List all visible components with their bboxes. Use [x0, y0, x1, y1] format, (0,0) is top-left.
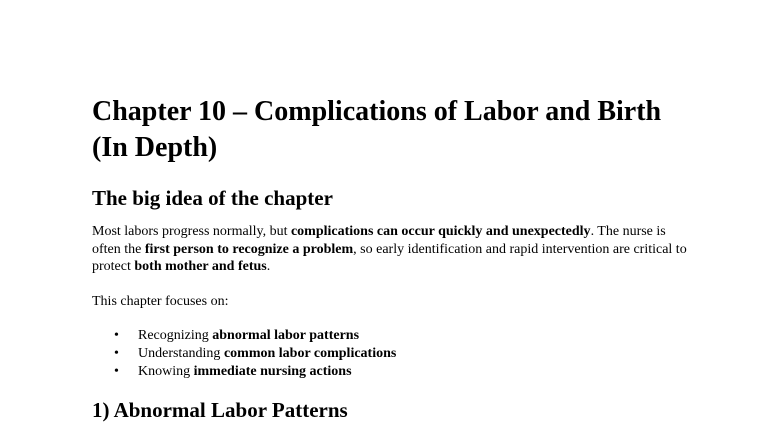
- document-page: [92, 94, 692, 423]
- list-item-bold: abnormal labor patterns: [212, 328, 360, 343]
- list-item-text: Knowing: [138, 364, 194, 379]
- list-item: [92, 363, 692, 381]
- intro-text-3: , so early identification and rapid intervention are critical to protect: [92, 241, 687, 274]
- intro-paragraph: [92, 223, 692, 276]
- list-item-text: Understanding: [138, 346, 224, 361]
- list-item-bold: immediate nursing actions: [193, 364, 352, 379]
- intro-bold-1: complications can occur quickly and unexpectedly: [290, 224, 591, 239]
- list-item: [92, 345, 692, 363]
- intro-bold-2: first person to recognize a problem: [144, 241, 354, 257]
- focus-list: [92, 327, 692, 381]
- bullet-icon: •: [114, 346, 119, 361]
- list-item-bold: common labor complications: [223, 346, 397, 361]
- bullet-icon: •: [114, 364, 119, 379]
- intro-text-2: . The nurse is often the: [92, 224, 666, 257]
- big-idea-heading: The big idea of the chapter: [92, 186, 333, 210]
- chapter-title: Chapter 10 – Complications of Labor and Birth (In Depth): [92, 96, 662, 163]
- intro-bold-3: both mother and fetus: [134, 259, 267, 274]
- intro-text-4: .: [266, 259, 271, 274]
- intro-text-1: Most labors progress normally, but: [92, 224, 291, 239]
- list-item: [92, 327, 692, 345]
- bullet-icon: •: [114, 328, 119, 343]
- list-item-text: Recognizing: [138, 328, 213, 343]
- section-heading-abnormal-labor: 1) Abnormal Labor Patterns: [92, 398, 348, 422]
- focus-intro: This chapter focuses on:: [92, 293, 229, 309]
